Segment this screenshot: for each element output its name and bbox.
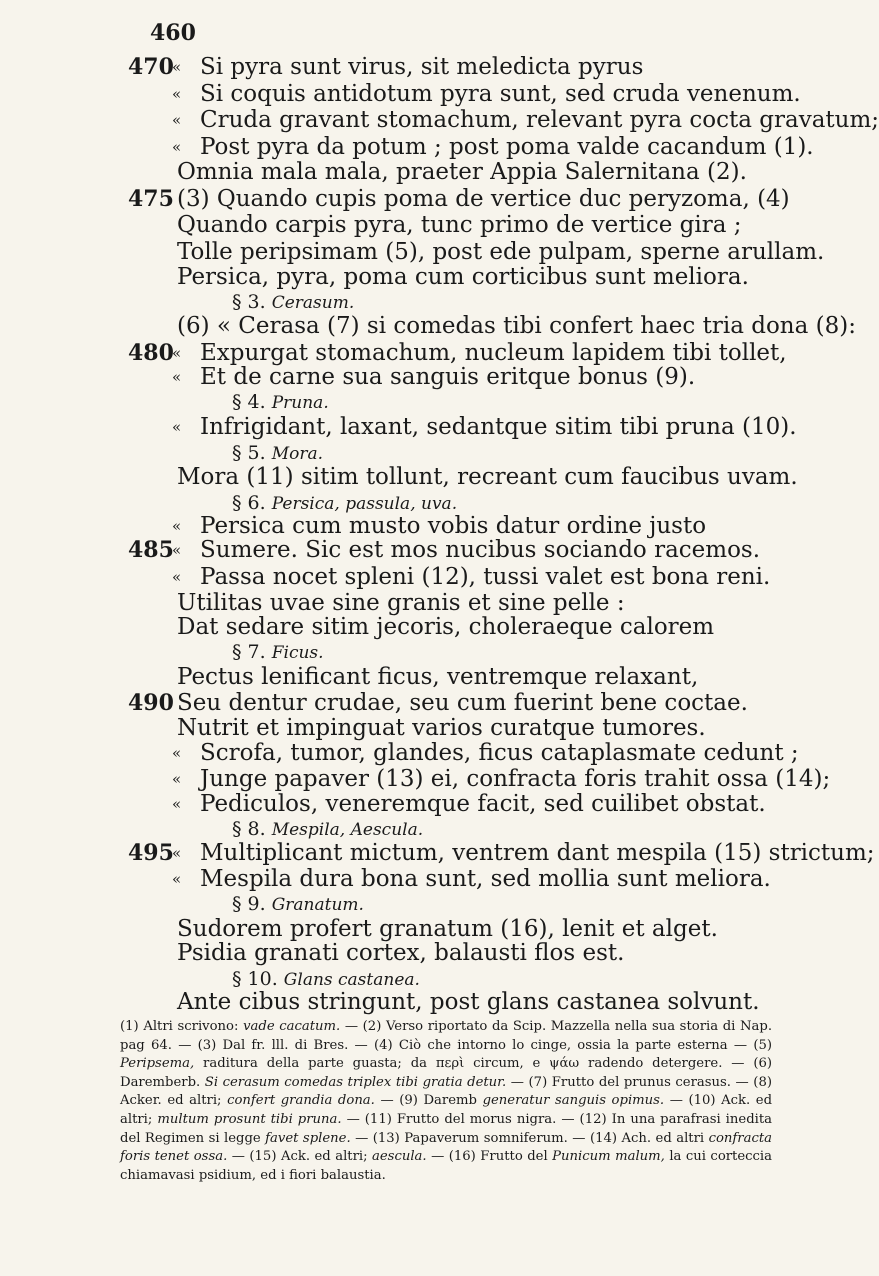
footnote-text: In una parafrasi inedita del Regimen si legge [120, 1111, 773, 1146]
quote-mark: « [172, 870, 182, 888]
quote-mark: « [172, 517, 182, 535]
verse-text: Quando carpis pyra, tunc primo de vertice gira ; [177, 212, 742, 238]
footnote-text: Daremberb. [120, 1074, 205, 1090]
footnote-separator: — [669, 1093, 689, 1109]
footnote-tail: raditura della parte guasta; da περὶ circum, e ψάω radendo detergere. [203, 1056, 732, 1072]
section-number: § 10. Glans castanea. [232, 968, 420, 990]
footnote-marker: (8) [753, 1074, 772, 1090]
footnote-italic: favet splene. [265, 1130, 356, 1146]
footnote-separator: — [178, 1037, 198, 1053]
section-title: Ficus. [271, 643, 324, 663]
verse-text: Seu dentur crudae, seu cum fuerint bene coctae. [177, 690, 748, 716]
verse-text: Si pyra sunt virus, sit meledicta pyrus [200, 54, 644, 80]
footnote-marker: (4) [373, 1037, 399, 1053]
footnote-text: Dal fr. lll. di Bres. [222, 1037, 355, 1053]
quote-mark: « [172, 138, 182, 156]
footnote-italic: confert grandia dona. [227, 1093, 381, 1109]
line-number: 475 [128, 186, 174, 212]
verse-text: Pectus lenificant ficus, ventremque relaxant, [177, 664, 699, 690]
section-title: Mespila, Aescula. [271, 820, 424, 840]
footnote-text: Ack. ed altri; [280, 1149, 373, 1165]
footnote-text: Ach. ed altri [621, 1130, 709, 1146]
footnote-separator: — [355, 1130, 373, 1146]
page-number: 460 [150, 20, 196, 46]
footnote-italic: Peripsema, [120, 1056, 204, 1072]
verse-text: Utilitas uvae sine granis et sine pelle : [177, 590, 625, 616]
footnote-separator: — [354, 1037, 374, 1053]
section-number: § 3. Cerasum. [232, 291, 355, 313]
footnote-italic: multum prosunt tibi pruna. [157, 1111, 347, 1127]
footnote-separator: — [344, 1019, 363, 1034]
footnote-italic: Punicum malum, [552, 1149, 670, 1165]
footnote [373, 1131, 590, 1146]
footnote-text: Daremb [423, 1093, 483, 1109]
footnote-separator: — [733, 1037, 754, 1053]
verse-text: Cruda gravant stomachum, relevant pyra cocta gravatum; [200, 107, 879, 133]
footnote [399, 1093, 688, 1108]
verse-text: Sumere. Sic est mos nucibus sociando racemos. [200, 537, 761, 563]
footnote-italic: aescula. [372, 1149, 432, 1165]
footnote [249, 1149, 448, 1164]
verse-line [0, 985, 800, 1019]
footnote [365, 1112, 580, 1127]
verse-text: Post pyra da potum ; post poma valde cacandum (1). [200, 134, 814, 160]
section-number: § 4. Pruna. [232, 391, 329, 413]
section-number: § 5. Mora. [232, 442, 324, 464]
verse-text: Passa nocet spleni (12), tussi valet est bona reni. [200, 564, 771, 590]
footnote [198, 1038, 374, 1053]
verse-text: Mespila dura bona sunt, sed mollia sunt meliora. [200, 866, 771, 892]
quote-mark: « [172, 344, 182, 362]
quote-mark: « [172, 85, 182, 103]
footnote-italic: confracta foris tenet ossa. [120, 1130, 772, 1165]
footnote-text: Ciò che intorno lo cinge, ossia la parte esterna [398, 1037, 734, 1053]
section-number: § 6. Persica, passula, uva. [232, 492, 458, 514]
verse-text: Sudorem profert granatum (16), lenit et alget. [177, 916, 718, 942]
footnote-text: Frutto del prunus cerasus. [551, 1074, 736, 1090]
footnote-separator: — [231, 1149, 250, 1165]
footnote-text: Frutto del [480, 1149, 553, 1165]
section-number: § 9. Granatum. [232, 893, 364, 915]
footnote-text: Verso riportato da Scip. Mazzella nella sua storia di Nap. pag 64. [120, 1019, 773, 1053]
line-number: 490 [128, 690, 174, 716]
footnote-separator: — [561, 1111, 580, 1127]
footnote-text: Acker. ed altri; [120, 1093, 228, 1109]
quote-mark: « [172, 770, 182, 788]
verse-text: (6) « Cerasa (7) si comedas tibi confert haec tria dona (8): [177, 313, 856, 339]
footnote-separator: — [572, 1130, 590, 1146]
footnote-separator: — [380, 1093, 400, 1109]
section-title: Granatum. [271, 895, 364, 915]
section-title: Pruna. [271, 393, 329, 413]
quote-mark: « [172, 58, 182, 76]
footnote-marker: (9) [399, 1093, 424, 1109]
verse-text: Dat sedare sitim jecoris, choleraeque calorem [177, 614, 715, 640]
section-title: Mora. [271, 444, 324, 464]
footnote-marker: (1) [120, 1019, 144, 1034]
footnote-marker: (15) [249, 1149, 281, 1165]
quote-mark: « [172, 568, 182, 586]
footnote-separator: — [346, 1111, 365, 1127]
verse-text: Si coquis antidotum pyra sunt, sed cruda venenum. [200, 81, 801, 107]
line-number: 480 [128, 340, 174, 366]
section-title: Persica, passula, uva. [271, 494, 458, 514]
line-number: 470 [128, 54, 174, 80]
footnote-marker: (16) [448, 1149, 481, 1165]
footnote-tail: la cui corteccia chiamavasi psidium, ed i fiori balaustia. [120, 1149, 773, 1183]
verse-text: (3) Quando cupis poma de vertice duc peryzoma, (4) [177, 186, 790, 212]
verse-text: Persica, pyra, poma cum corticibus sunt meliora. [177, 264, 749, 290]
verse-text: Nutrit et impinguat varios curatque tumores. [177, 715, 706, 741]
footnote-marker: (12) [579, 1111, 612, 1127]
footnote-text: Frutto del morus nigra. [396, 1111, 562, 1127]
footnote-text: Altri scrivono: [143, 1019, 244, 1034]
verse-text: Junge papaver (13) ei, confracta foris trahit ossa (14); [200, 766, 831, 792]
line-number: 495 [128, 840, 174, 866]
footnote-separator: — [510, 1074, 529, 1090]
verse-text: Et de carne sua sanguis eritque bonus (9). [200, 364, 696, 390]
footnote-marker: (13) [372, 1130, 405, 1146]
verse-text: Omnia mala mala, praeter Appia Salernitana (2). [177, 159, 747, 185]
footnote-italic: vade cacatum. [243, 1019, 345, 1034]
footnote-marker: (7) [528, 1074, 552, 1090]
footnote-marker: (3) [197, 1037, 223, 1053]
quote-mark: « [172, 744, 182, 762]
section-number: § 8. Mespila, Aescula. [232, 818, 424, 840]
footnote-separator: — [735, 1074, 754, 1090]
footnote-marker: (2) [362, 1019, 386, 1034]
footnote [120, 1019, 363, 1034]
verse-text: Multiplicant mictum, ventrem dant mespila (15) strictum; [200, 840, 875, 866]
footnotes [120, 1018, 772, 1185]
section-title: Glans castanea. [283, 970, 420, 990]
quote-mark: « [172, 541, 182, 559]
quote-mark: « [172, 111, 182, 129]
footnote [529, 1075, 754, 1090]
verse-text: Tolle peripsimam (5), post ede pulpam, sperne arullam. [177, 239, 825, 265]
verse-text: Scrofa, tumor, glandes, ficus cataplasmate cedunt ; [200, 740, 799, 766]
footnote-text: Papaverum somniferum. [404, 1130, 573, 1146]
footnote-marker: (6) [753, 1056, 772, 1072]
footnote-marker: (5) [753, 1037, 773, 1053]
verse-text: Infrigidant, laxant, sedantque sitim tibi pruna (10). [200, 414, 797, 440]
footnote [374, 1038, 753, 1053]
line-number: 485 [128, 537, 174, 563]
verse-text: Ante cibus stringunt, post glans castanea solvunt. [177, 989, 760, 1015]
footnote-italic: generatur sanguis opimus. [482, 1093, 670, 1109]
verse-text: Pediculos, veneremque facit, sed cuilibet obstat. [200, 791, 766, 817]
verse-text: Mora (11) sitim tollunt, recreant cum faucibus uvam. [177, 464, 798, 490]
quote-mark: « [172, 418, 182, 436]
footnote-text: Ack. ed altri; [120, 1093, 773, 1127]
quote-mark: « [172, 795, 182, 813]
footnote-separator: — [731, 1056, 754, 1072]
quote-mark: « [172, 844, 182, 862]
verse-text: Persica cum musto vobis datur ordine justo [200, 513, 707, 539]
footnote-marker: (11) [364, 1111, 397, 1127]
section-title: Cerasum. [271, 293, 355, 313]
quote-mark: « [172, 368, 182, 386]
footnote-italic: Si cerasum comedas triplex tibi gratia detur. [204, 1074, 511, 1090]
verse-text: Psidia granati cortex, balausti flos est. [177, 940, 625, 966]
verse-text: Expurgat stomachum, nucleum lapidem tibi tollet, [200, 340, 787, 366]
footnote-marker: (10) [688, 1093, 722, 1109]
footnote-separator: — [431, 1149, 449, 1165]
footnote-marker: (14) [589, 1130, 622, 1146]
section-number: § 7. Ficus. [232, 641, 324, 663]
